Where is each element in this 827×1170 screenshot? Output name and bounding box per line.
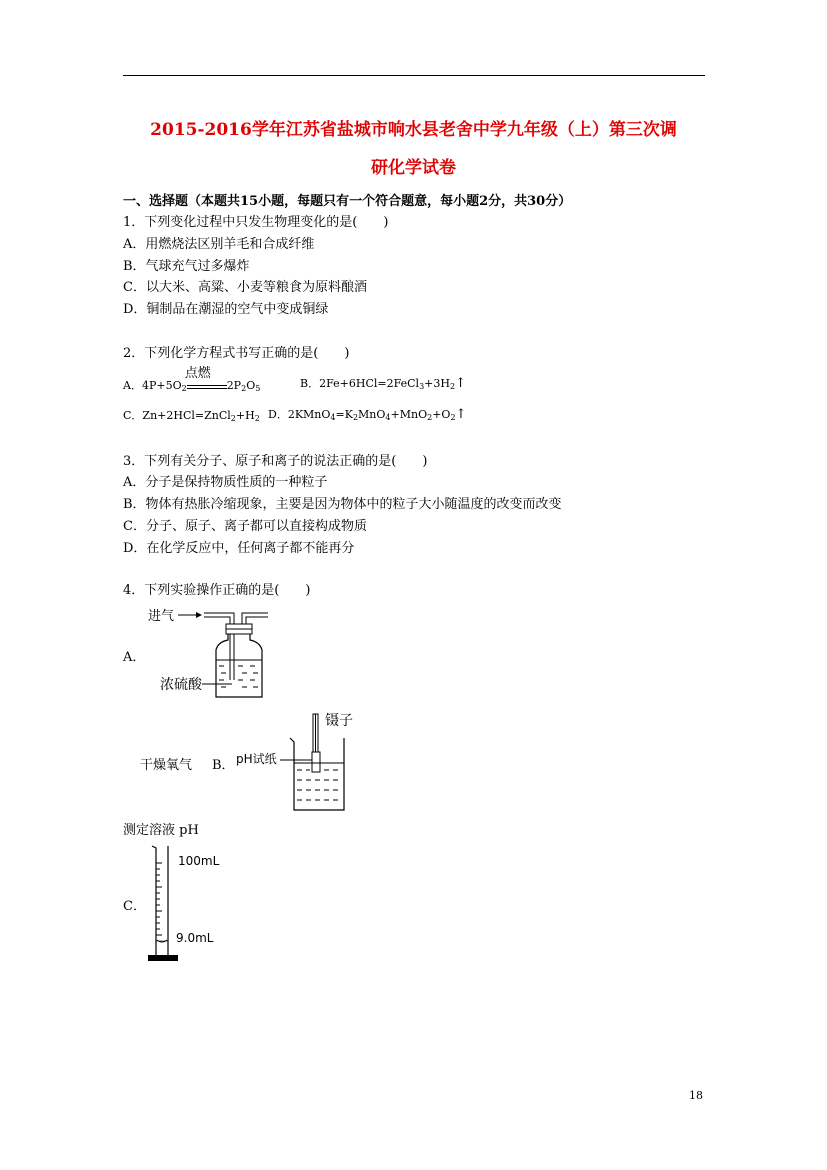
q4-option-b-label: B． — [212, 758, 235, 773]
q2-option-d: D．$2KMnO_4=K_2MnO_4+MnO_2+O_2↑$ — [268, 407, 467, 422]
q4-a-acid-label: 浓硫酸 — [160, 674, 202, 694]
q2-option-c: C．$Zn+2HCl=ZnCl_2+H_2$ — [123, 409, 260, 423]
section-heading: 一、选择题（本题共15小题，每题只有一个符合题意，每小题2分，共30分） — [123, 194, 572, 209]
q2-option-c-label: C． — [123, 409, 143, 422]
q4-b-caption: 测定溶液 pH — [123, 823, 199, 838]
q4-option-c-label: C． — [123, 899, 146, 914]
q3-option-b: B．物体有热胀冷缩现象，主要是因为物体中的粒子大小随温度的改变而改变 — [123, 497, 562, 512]
q2-option-a-label: A． — [123, 379, 142, 392]
q1-option-a: A．用燃烧法区别羊毛和合成纤维 — [123, 237, 315, 252]
q4-b-paper-label: pH试纸 — [236, 752, 277, 766]
q4-a-inlet-text: 进气 — [148, 609, 175, 624]
q2-option-b: B．$2Fe+6HCl=2FeCl_3+3H_2↑$ — [300, 376, 466, 391]
q2-option-a: A．$4P+5O_2$ 点燃 $2P_2O_5$ — [123, 377, 260, 393]
q4-a-caption: 干燥氧气 — [140, 758, 193, 773]
header-rule — [123, 75, 705, 76]
q4-option-a-label: A． — [123, 650, 146, 665]
q3-option-c: C．分子、原子、离子都可以直接构成物质 — [123, 519, 367, 534]
page-number: 18 — [689, 1089, 703, 1102]
q2-stem: 2．下列化学方程式书写正确的是( ) — [123, 346, 350, 361]
q1-option-b: B．气球充气过多爆炸 — [123, 259, 250, 274]
q1-option-d: D．铜制品在潮湿的空气中变成铜绿 — [123, 302, 329, 317]
q3-option-a: A．分子是保持物质性质的一种粒子 — [123, 475, 328, 490]
q3-option-d: D．在化学反应中，任何离子都不能再分 — [123, 541, 355, 556]
q1-option-c: C．以大米、高粱、小麦等粮食为原料酿酒 — [123, 280, 367, 295]
title-line-1: 2015-2016学年江苏省盐城市响水县老舍中学九年级（上）第三次调 — [150, 120, 677, 140]
q4-c-bottom-label: 9.0mL — [176, 931, 214, 945]
q4-stem: 4．下列实验操作正确的是( ) — [123, 583, 311, 598]
title-line-2: 研化学试卷 — [371, 158, 456, 178]
q2-condition: 点燃 — [184, 366, 211, 381]
q2-option-b-label: B． — [300, 377, 320, 390]
q1-stem: 1．下列变化过程中只发生物理变化的是( ) — [123, 215, 389, 230]
q2-option-d-label: D． — [268, 408, 288, 421]
q4-b-tweezers-label: 镊子 — [325, 713, 353, 729]
q4-c-top-label: 100mL — [178, 854, 220, 868]
q3-stem: 3．下列有关分子、原子和离子的说法正确的是( ) — [123, 454, 428, 469]
